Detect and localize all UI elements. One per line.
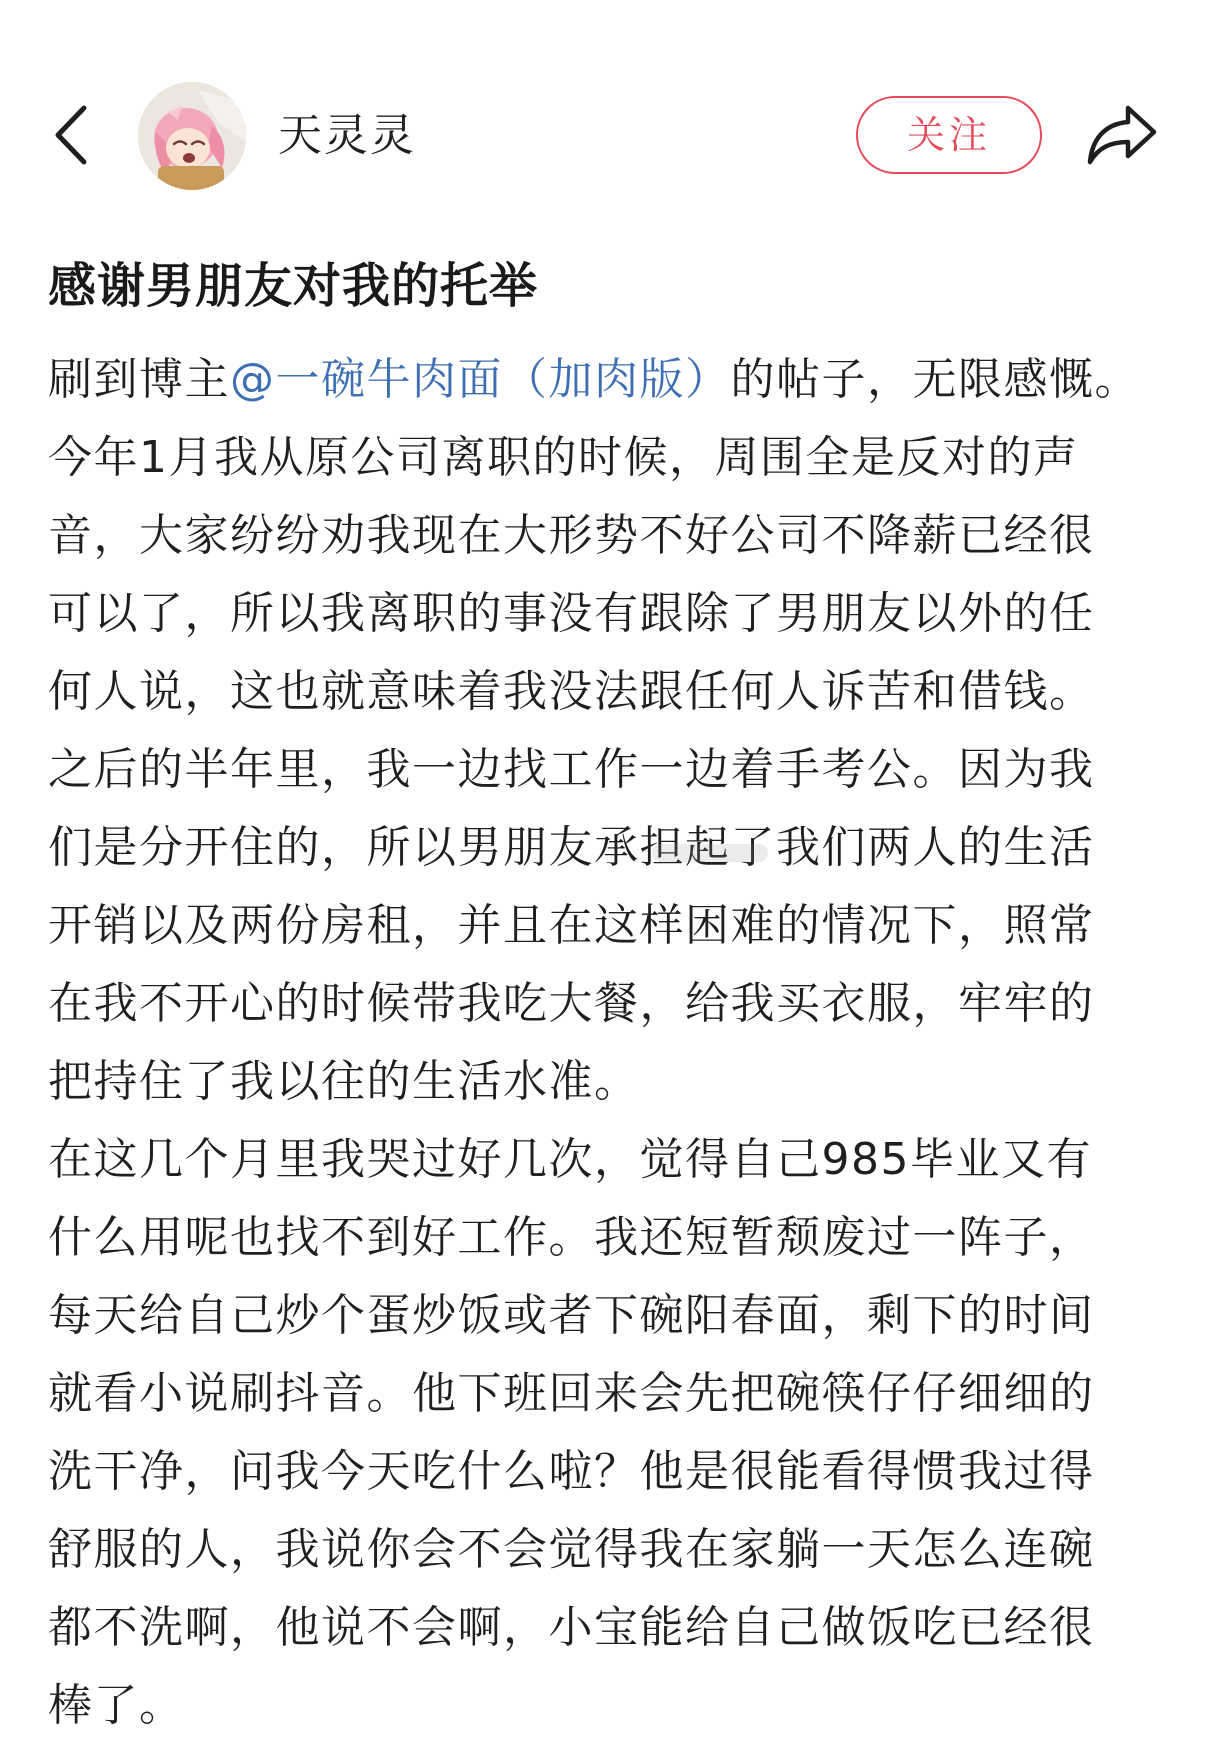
- post-line: 什么用呢也找不到好工作。我还短暂颓废过一阵子，: [48, 1212, 1095, 1263]
- post-line: 今年1月我从原公司离职的时候，周围全是反对的声: [48, 432, 1079, 483]
- post-line: 何人说，这也就意味着我没法跟任何人诉苦和借钱。: [48, 666, 1095, 717]
- post-line: 棒了。: [48, 1680, 185, 1731]
- post-line: 就看小说刷抖音。他下班回来会先把碗筷仔仔细细的: [48, 1368, 1095, 1419]
- post-line: 都不洗啊，他说不会啊，小宝能给自己做饭吃已经很: [48, 1602, 1095, 1653]
- post-line: 在我不开心的时候带我吃大餐，给我买衣服，牢牢的: [48, 978, 1095, 1029]
- post-line: 音，大家纷纷劝我现在大形势不好公司不降薪已经很: [48, 510, 1095, 561]
- post-line: 开销以及两份房租，并且在这样困难的情况下，照常: [48, 900, 1095, 951]
- back-button[interactable]: [48, 100, 108, 170]
- post-line: 在这几个月里我哭过好几次，觉得自己985毕业又有: [48, 1134, 1092, 1185]
- post-line: 可以了，所以我离职的事没有跟除了男朋友以外的任: [48, 588, 1095, 639]
- post-line: 舒服的人，我说你会不会觉得我在家躺一天怎么连碗: [48, 1524, 1095, 1575]
- anime-avatar-image: [138, 82, 246, 190]
- post-line-1: [48, 341, 1168, 419]
- post-body: [48, 341, 1168, 1745]
- post-line: 们是分开住的，所以男朋友承担起了我们两人的生活: [48, 822, 1095, 873]
- chevron-left-icon: [48, 100, 108, 170]
- follow-button[interactable]: 关注: [856, 96, 1042, 174]
- username[interactable]: 天灵灵: [278, 110, 416, 161]
- share-button[interactable]: [1084, 102, 1160, 168]
- post-line-prefix: 刷到博主: [48, 354, 230, 405]
- mention-link[interactable]: @一碗牛肉面（加肉版）: [230, 354, 731, 405]
- post-line: 洗干净，问我今天吃什么啦？他是很能看得惯我过得: [48, 1446, 1095, 1497]
- post-line: 之后的半年里，我一边找工作一边着手考公。因为我: [48, 744, 1095, 795]
- post-line: 把持住了我以往的生活水准。: [48, 1056, 640, 1107]
- post-header: [0, 0, 1206, 250]
- post-title: 感谢男朋友对我的托举: [48, 258, 539, 314]
- post-line-suffix: 的帖子，无限感慨。: [730, 354, 1140, 405]
- share-icon: [1084, 102, 1160, 168]
- post-line: 每天给自己炒个蛋炒饭或者下碗阳春面，剩下的时间: [48, 1290, 1095, 1341]
- avatar[interactable]: [138, 82, 246, 190]
